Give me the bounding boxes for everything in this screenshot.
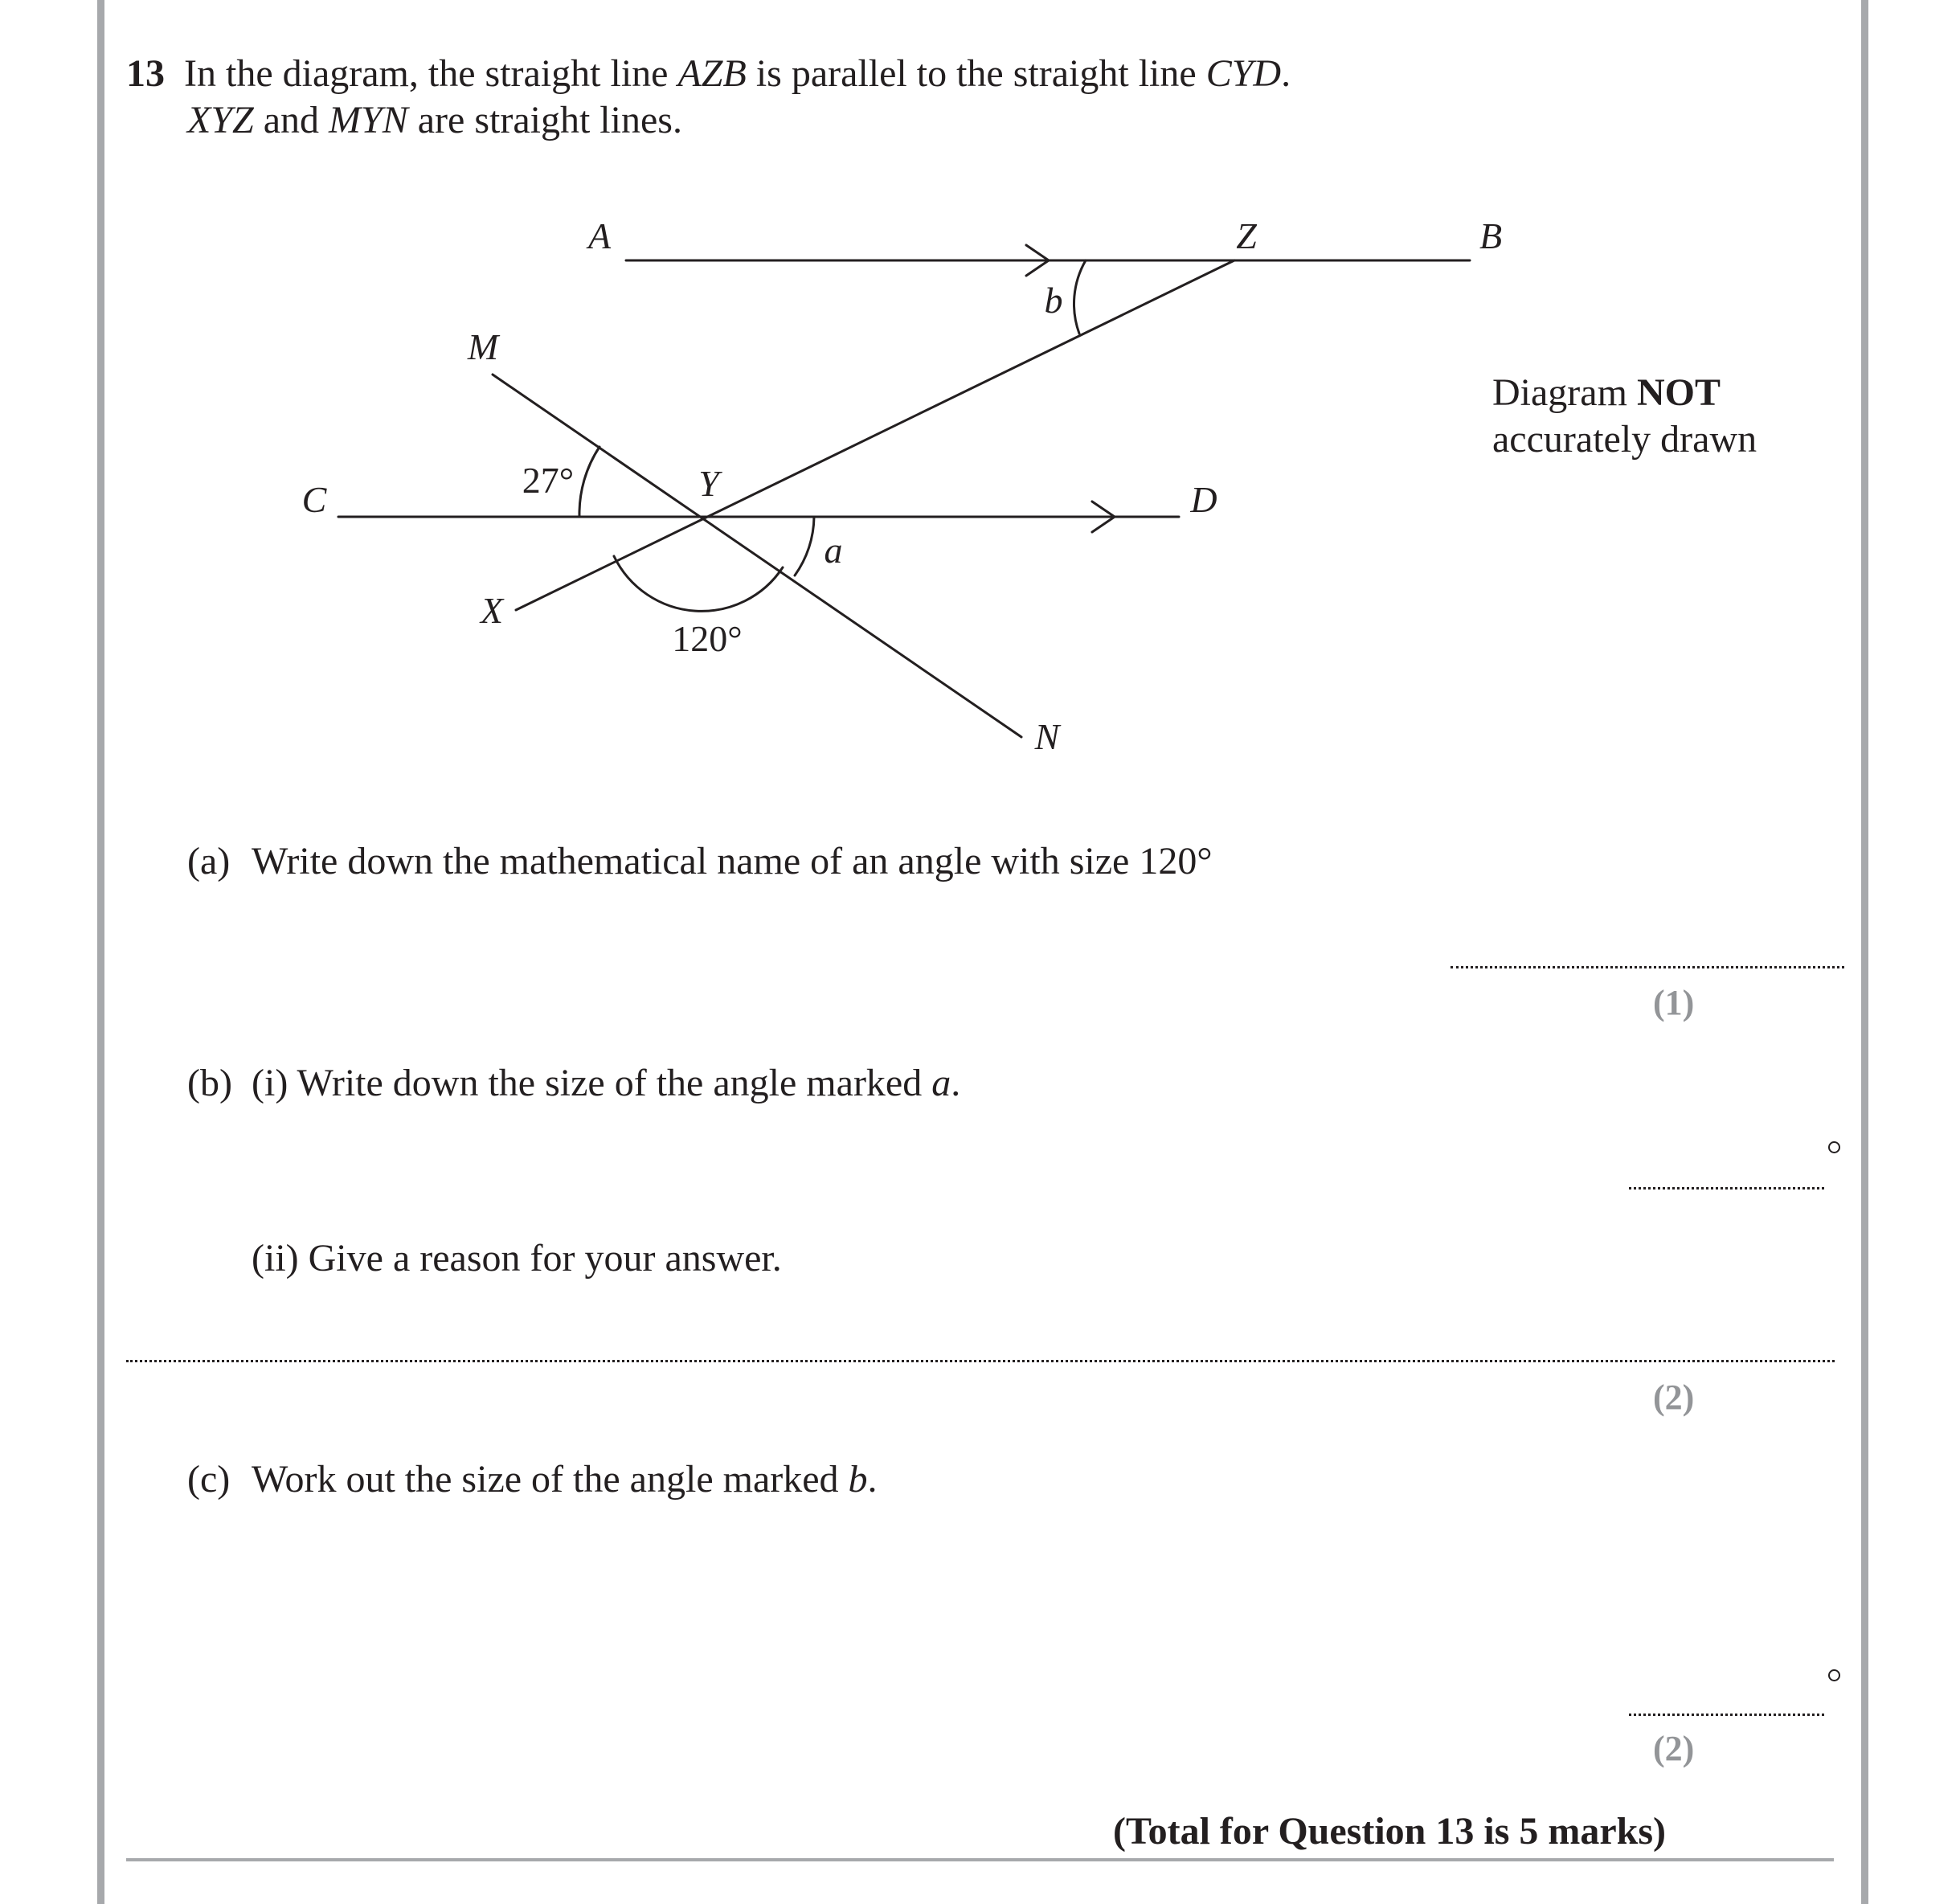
label-x-point: X xyxy=(480,590,504,631)
question-total: (Total for Question 13 is 5 marks) xyxy=(1113,1810,1667,1853)
line-xyz xyxy=(516,260,1234,610)
label-c-point: C xyxy=(301,479,327,520)
answer-line-bii[interactable] xyxy=(126,1360,1835,1362)
intro-cyd: CYD xyxy=(1205,52,1282,95)
part-bi-label: (i) xyxy=(252,1062,288,1104)
part-a-label: (a) xyxy=(187,840,231,882)
label-a-point: A xyxy=(587,215,612,256)
part-c-end: . xyxy=(867,1458,878,1501)
label-z-point: Z xyxy=(1236,215,1257,256)
part-bii-line xyxy=(252,1235,782,1282)
part-b-label: (b) xyxy=(187,1062,232,1104)
intro-and: and xyxy=(253,99,329,141)
label-b-point: B xyxy=(1479,215,1503,256)
part-bi-line xyxy=(252,1060,960,1107)
intro-end: . xyxy=(1281,52,1291,95)
label-angle-a: a xyxy=(824,530,843,571)
intro-text-mid: is parallel to the straight line xyxy=(746,52,1206,95)
answer-line-a[interactable] xyxy=(1451,966,1844,968)
label-d-point: D xyxy=(1190,479,1217,520)
answer-line-c[interactable] xyxy=(1629,1714,1824,1716)
line-myn xyxy=(493,375,1021,737)
part-a-text: Write down the mathematical name of an angle with size 120° xyxy=(252,840,1213,882)
part-bii-label: (ii) xyxy=(252,1237,299,1280)
marks-b: (2) xyxy=(1653,1378,1695,1417)
arc-b xyxy=(1074,260,1086,334)
label-m-point: M xyxy=(467,326,499,367)
question-number: 13 xyxy=(126,52,165,95)
label-y-point: Y xyxy=(698,463,719,504)
diagram-note-not: NOT xyxy=(1636,371,1721,414)
part-bii-text: Give a reason for your answer. xyxy=(308,1237,782,1280)
arc-120 xyxy=(614,556,783,611)
intro-myn: MYN xyxy=(329,99,408,141)
part-c-text: Work out the size of the angle marked xyxy=(252,1458,849,1501)
arc-27 xyxy=(579,447,599,517)
arc-a xyxy=(795,517,814,575)
part-bi-end: . xyxy=(951,1062,961,1104)
part-c-line xyxy=(252,1456,878,1503)
intro-text: In the diagram, the straight line xyxy=(184,52,678,95)
label-n-point: N xyxy=(1034,716,1060,757)
degree-symbol-c xyxy=(1828,1669,1840,1681)
diagram-note-pre: Diagram xyxy=(1492,371,1637,414)
marks-a: (1) xyxy=(1653,983,1695,1022)
marks-c: (2) xyxy=(1653,1729,1695,1768)
diagram-note xyxy=(1492,370,1721,416)
bottom-rule xyxy=(126,1858,1834,1861)
intro-line2-end: are straight lines. xyxy=(407,99,682,141)
diagram-note-line2: accurately drawn xyxy=(1492,418,1757,461)
label-angle-27: 27° xyxy=(522,460,575,501)
intro-xyz: XYZ xyxy=(187,99,254,141)
part-c-label: (c) xyxy=(187,1458,231,1501)
part-bi-var: a xyxy=(931,1062,951,1104)
label-angle-b: b xyxy=(1044,280,1063,321)
label-angle-120: 120° xyxy=(672,618,743,659)
part-bi-text: Write down the size of the angle marked xyxy=(297,1062,932,1104)
intro-azb: AZB xyxy=(677,52,747,95)
answer-line-bi[interactable] xyxy=(1629,1187,1824,1189)
degree-symbol-bi xyxy=(1828,1141,1840,1153)
part-c-var: b xyxy=(848,1458,868,1501)
